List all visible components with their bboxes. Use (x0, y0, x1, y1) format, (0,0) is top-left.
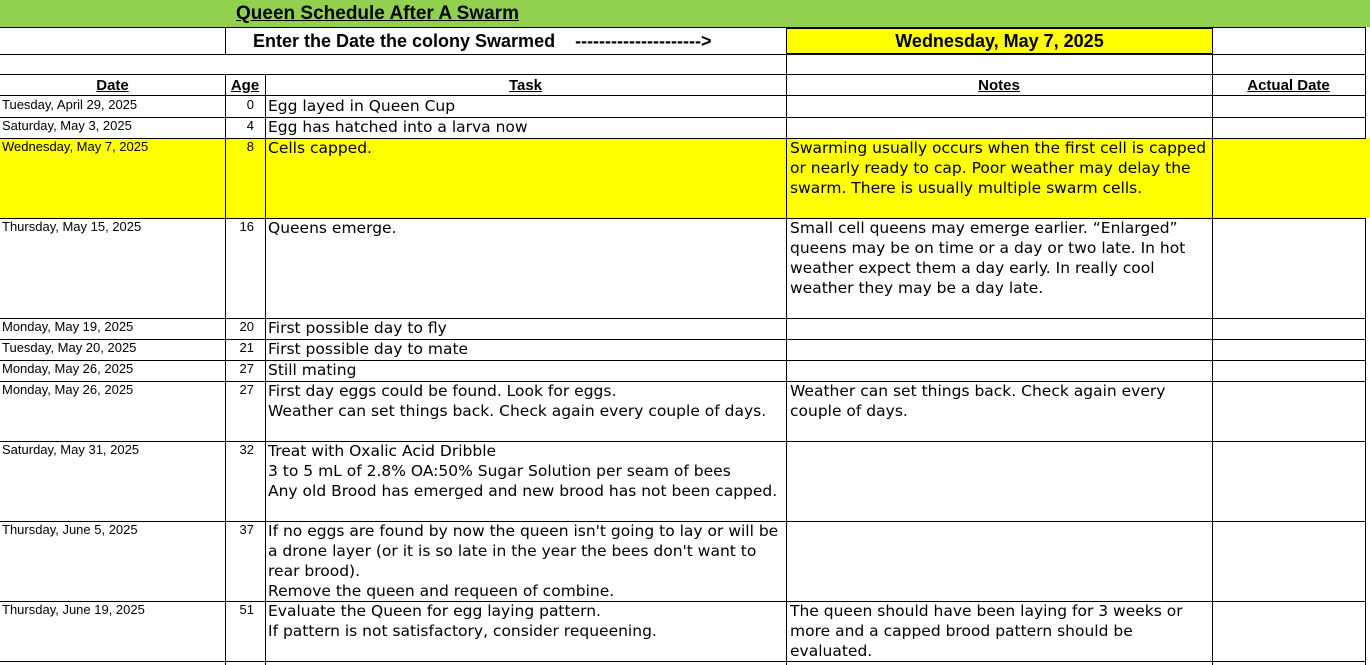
table-row[interactable] (0, 96, 1370, 117)
grid-line (0, 360, 1366, 361)
table-row[interactable] (0, 601, 1370, 665)
swarm-date-input[interactable] (786, 28, 1213, 54)
grid-line (0, 54, 1366, 55)
row-age: 21 (239, 340, 254, 355)
grid-line (0, 218, 1366, 219)
table-row[interactable] (0, 441, 1370, 521)
table-row[interactable] (0, 339, 1370, 360)
grid-line (0, 117, 1366, 118)
row-age: 16 (239, 219, 254, 234)
row-age: 27 (239, 361, 254, 376)
header-date[interactable]: Date (96, 77, 129, 94)
row-task: First possible day to mate (268, 340, 469, 358)
row-date: Tuesday, April 29, 2025 (2, 97, 138, 112)
row-task: Evaluate the Queen for egg laying pattern. If pattern is not satisfactory, consider requeening. (268, 602, 657, 640)
row-task: Cells capped. (268, 139, 372, 157)
title-band (0, 0, 1370, 27)
table-row[interactable] (0, 381, 1370, 441)
swarm-date-prompt: Enter the Date the colony Swarmed ---------------------> (253, 31, 712, 51)
grid-line (0, 318, 1366, 319)
row-task: First day eggs could be found. Look for eggs. Weather can set things back. Check again every couple of days. (268, 382, 767, 420)
grid-line (0, 381, 1366, 382)
header-age[interactable]: Age (230, 77, 260, 94)
grid-line (786, 75, 787, 665)
swarm-date-value: Wednesday, May 7, 2025 (895, 31, 1104, 51)
row-age: 32 (239, 442, 254, 457)
grid-line (265, 75, 266, 665)
grid-line (1212, 27, 1213, 75)
grid-line (225, 75, 226, 665)
row-date: Saturday, May 3, 2025 (2, 118, 132, 133)
grid-line (0, 601, 1366, 602)
row-date: Thursday, June 5, 2025 (2, 522, 138, 537)
row-task: Treat with Oxalic Acid Dribble 3 to 5 mL of 2.8% OA:50% Sugar Solution per seam of bees Any old Brood has emerged and new brood has not been capped. (268, 442, 778, 500)
table-row[interactable] (0, 360, 1370, 381)
table-row[interactable] (0, 521, 1370, 601)
row-age: 20 (239, 319, 254, 334)
row-task: If no eggs are found by now the queen isn't going to lay or will be a drone layer (or it is so late in the year the bees don't want to rear brood). Remove the queen and requeen of combine. (268, 522, 779, 600)
row-date: Thursday, June 19, 2025 (2, 602, 145, 617)
row-date: Monday, May 19, 2025 (2, 319, 134, 334)
grid-line (1212, 75, 1213, 665)
row-notes: Swarming usually occurs when the first cell is capped or nearly ready to cap. Poor weather may delay the swarm. There is usually multiple swarm cells. (790, 139, 1207, 197)
row-age: 4 (246, 118, 254, 133)
sheet-title: Queen Schedule After A Swarm (236, 3, 519, 24)
row-date: Saturday, May 31, 2025 (2, 442, 140, 457)
row-date: Wednesday, May 7, 2025 (2, 139, 149, 154)
row-task: Queens emerge. (268, 219, 397, 237)
header-task[interactable]: Task (508, 77, 543, 94)
table-row-highlighted[interactable] (0, 138, 1370, 218)
row-task: Egg layed in Queen Cup (268, 97, 456, 115)
header-notes[interactable]: Notes (978, 77, 1020, 94)
row-date: Thursday, May 15, 2025 (2, 219, 142, 234)
row-notes: The queen should have been laying for 3 weeks or more and a capped brood pattern should be evaluated. (790, 602, 1183, 660)
table-row[interactable] (0, 218, 1370, 318)
grid-line (0, 339, 1366, 340)
row-age: 0 (246, 97, 254, 112)
grid-line (225, 27, 226, 55)
row-notes: Weather can set things back. Check again every couple of days. (790, 382, 1166, 420)
row-task: First possible day to fly (268, 319, 447, 337)
row-age: 27 (239, 382, 254, 397)
row-task: Egg has hatched into a larva now (268, 118, 528, 136)
row-date: Monday, May 26, 2025 (2, 382, 134, 397)
row-date: Monday, May 26, 2025 (2, 361, 134, 376)
grid-line (0, 441, 1366, 442)
row-task: Still mating (268, 361, 357, 379)
grid-line (0, 661, 1366, 662)
table-row[interactable] (0, 117, 1370, 138)
row-age: 8 (246, 139, 254, 154)
row-age: 51 (239, 602, 254, 617)
header-actual-date[interactable]: Actual Date (1247, 77, 1330, 94)
grid-line (786, 27, 787, 75)
grid-line (0, 521, 1366, 522)
table-row[interactable] (0, 318, 1370, 339)
row-age: 37 (239, 522, 254, 537)
grid-line (0, 27, 1366, 28)
row-notes: Small cell queens may emerge earlier. “Enlarged” queens may be on time or a day or two late. In hot weather expect them a day early. In really cool weather they may be a day late. (790, 219, 1186, 297)
grid-line (0, 138, 1366, 139)
row-date: Tuesday, May 20, 2025 (2, 340, 137, 355)
